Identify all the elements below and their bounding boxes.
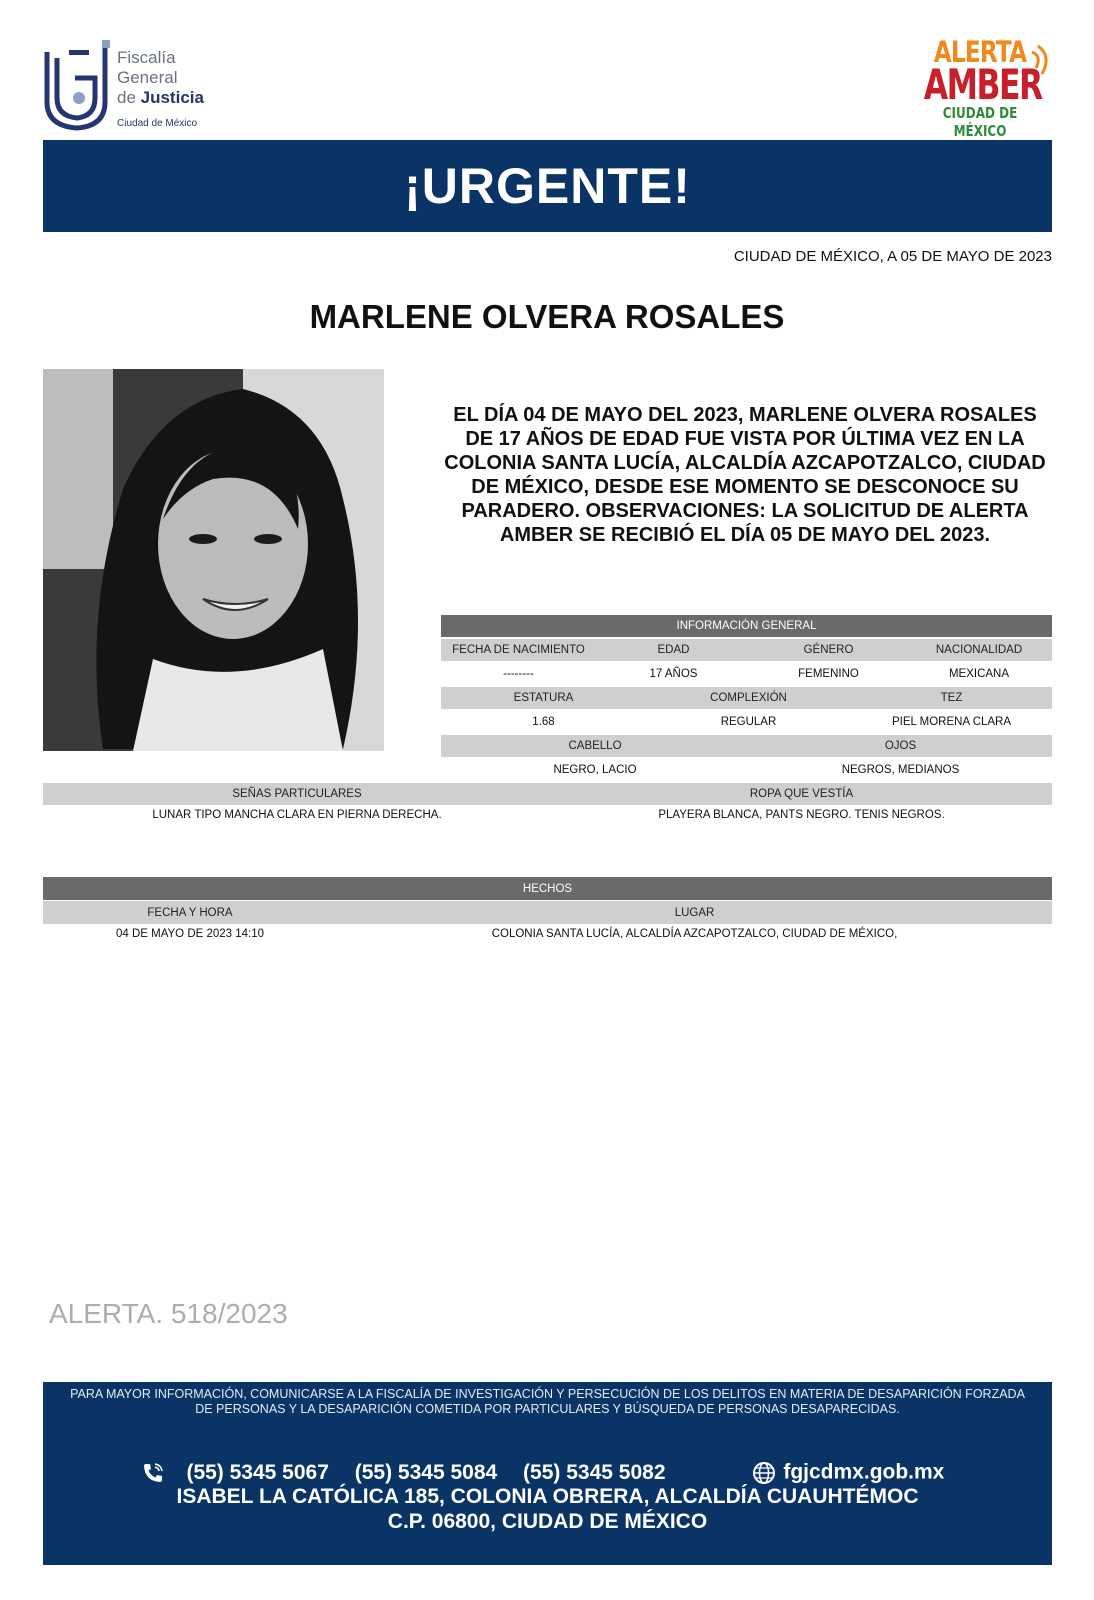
missing-person-name: MARLENE OLVERA ROSALES [309,298,785,335]
facts-headers [43,901,1052,924]
contact-footer [43,1382,1052,1565]
info-row1-values [441,663,1052,685]
footer-info: PARA MAYOR INFORMACIÓN, COMUNICARSE A LA FISCALÍA DE INVESTIGACIÓN Y PERSECUCIÓN DE LOS DELITOS EN MATERIA DE DESAPARICIÓN FORZADA DE PERSONAS Y LA DESAPARICIÓN COMETIDA POR PARTICULARES Y BÚSQUEDA DE PERSONAS DESAPARECIDAS. [70,1387,1025,1416]
header-skin: TEZ [940,692,963,704]
value-eyes: NEGROS, MEDIANOS [841,764,960,776]
fgj-line1: Fiscalía [117,48,176,67]
fgj-line3-prefix: de [117,88,141,107]
info-row1-headers [441,639,1052,661]
globe-icon [751,1460,777,1486]
fgj-emblem-icon [43,40,113,132]
header-hair: CABELLO [568,740,622,752]
header-marks: SEÑAS PARTICULARES [232,788,362,800]
value-gender: FEMENINO [798,668,859,680]
info-title: INFORMACIÓN GENERAL [676,620,817,632]
header-height: ESTATURA [513,692,574,704]
header-build: COMPLEXIÓN [710,692,787,704]
value-height: 1.68 [532,716,555,728]
header-birthdate: FECHA DE NACIMIENTO [452,644,585,656]
value-skin: PIEL MORENA CLARA [891,716,1012,728]
value-marks: LUNAR TIPO MANCHA CLARA EN PIERNA DERECHA. [152,809,442,821]
info-row3-headers [441,735,1052,757]
fgj-line3 [117,88,204,108]
signal-icon [1028,42,1054,82]
footer-phones [43,1460,1052,1486]
facts-title: HECHOS [522,882,573,895]
info-title-row [441,615,1052,637]
phone-number-2[interactable]: (55) 5345 5084 [354,1460,498,1484]
phone-number-3[interactable]: (55) 5345 5082 [523,1460,666,1484]
footer-address-line1: ISABEL LA CATÓLICA 185, COLONIA OBRERA, ALCALDÍA CUAUHTÉMOC [176,1485,919,1508]
value-clothing: PLAYERA BLANCA, PANTS NEGRO. TENIS NEGROS. [658,809,945,821]
amber-logo-line2: AMBER [923,60,1042,109]
header-gender: GÉNERO [803,644,854,656]
info-row4-headers [43,783,1052,805]
value-age: 17 AÑOS [649,668,698,680]
value-build: REGULAR [720,716,777,728]
alert-number: ALERTA. 518/2023 [49,1298,288,1329]
header-place: LUGAR [674,906,715,919]
fgj-wordmark [117,48,204,108]
case-description: EL DÍA 04 DE MAYO DEL 2023, MARLENE OLVERA ROSALES DE 17 AÑOS DE EDAD FUE VISTA POR ÚLTIMA VEZ EN LA COLONIA SANTA LUCÍA, ALCALDÍA AZCAPOTZALCO, CIUDAD DE MÉXICO, DESDE ESE MOMENTO SE DESCONOCE SU PARADERO. OBSERVACIONES: LA SOLICITUD DE ALERTA AMBER SE RECIBIÓ EL DÍA 05 DE MAYO DEL 2023. [444,404,1046,546]
urgent-banner: ¡URGENTE! [43,140,1052,232]
header-datetime: FECHA Y HORA [147,906,233,919]
fgj-subtitle: Ciudad de México [117,118,198,129]
footer-address-line2: C.P. 06800, CIUDAD DE MÉXICO [387,1510,708,1533]
value-birthdate: -------- [503,668,534,680]
info-row3-values [441,759,1052,781]
info-row2-values [441,711,1052,733]
date-line: CIUDAD DE MÉXICO, A 05 DE MAYO DE 2023 [733,248,1052,265]
fgj-line2: General [117,68,178,87]
value-hair: NEGRO, LACIO [553,764,637,776]
header-clothing: ROPA QUE VESTÍA [749,788,854,800]
header-age: EDAD [657,644,690,656]
website-group [751,1460,944,1486]
header-eyes: OJOS [884,740,917,752]
value-nationality: MEXICANA [948,668,1010,680]
amber-logo-line3: CIUDAD DE MÉXICO [942,104,1018,140]
value-place: COLONIA SANTA LUCÍA, ALCALDÍA AZCAPOTZALCO, CIUDAD DE MÉXICO, [491,928,898,940]
fgj-line3-strong: Justicia [140,88,204,107]
website-link[interactable]: fgjcdmx.gob.mx [783,1460,945,1484]
missing-person-photo [43,369,384,751]
info-row2-headers [441,687,1052,709]
facts-title-row [43,877,1052,900]
info-row4-values [43,805,1052,825]
header-nationality: NACIONALIDAD [935,644,1023,656]
phone-number-1[interactable]: (55) 5345 5067 [186,1460,329,1484]
amber-logo-line1: ALERTA [933,35,1027,69]
value-datetime: 04 DE MAYO DE 2023 14:10 [115,928,265,940]
facts-values [43,924,1052,944]
phone-icon [141,1461,165,1485]
